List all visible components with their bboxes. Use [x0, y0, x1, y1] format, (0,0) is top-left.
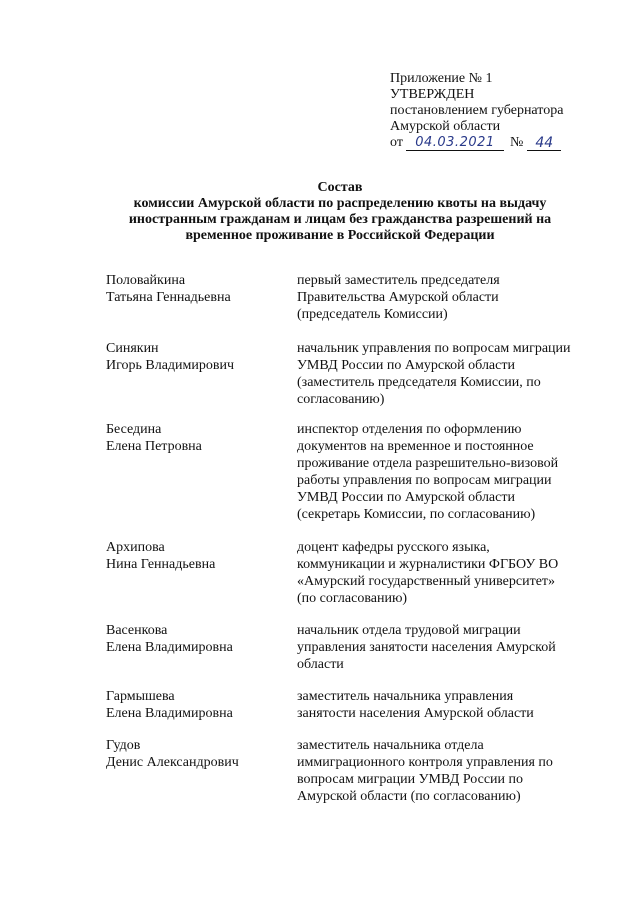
- member-role-line: вопросам миграции УМВД России по: [297, 772, 524, 787]
- document-title: [100, 180, 580, 244]
- member-name: [106, 421, 286, 455]
- member-surname: Синякин: [106, 341, 159, 356]
- member-role-line: инспектор отделения по оформлению: [297, 422, 522, 437]
- member-role-line: области: [297, 657, 344, 672]
- member-role-line: доцент кафедры русского языка,: [297, 540, 490, 555]
- member-role: [297, 539, 597, 607]
- member-role-line: проживание отдела разрешительно-визовой: [297, 456, 559, 471]
- member-given-names: Елена Владимировна: [106, 706, 233, 721]
- member-name: [106, 737, 286, 771]
- member-role: [297, 421, 597, 523]
- title-line-2: комиссии Амурской области по распределению квоты на выдачу: [133, 196, 547, 211]
- member-role-line: начальник управления по вопросам миграции: [297, 341, 571, 356]
- number-label: №: [509, 135, 524, 150]
- member-role-line: занятости населения Амурской области: [297, 706, 534, 721]
- member-given-names: Нина Геннадьевна: [106, 557, 216, 572]
- handwritten-date: 04.03.2021: [406, 136, 504, 151]
- member-role-line: иммиграционного контроля управления по: [297, 755, 553, 770]
- member-role-line: согласованию): [297, 392, 385, 407]
- member-surname: Гудов: [106, 738, 141, 753]
- decree-date-number: [390, 135, 620, 151]
- member-surname: Гармышева: [106, 689, 175, 704]
- member-role-line: заместитель начальника управления: [297, 689, 514, 704]
- member-role-line: работы управления по вопросам миграции: [297, 473, 552, 488]
- member-given-names: Денис Александрович: [106, 755, 239, 770]
- member-surname: Архипова: [106, 540, 165, 555]
- member-given-names: Елена Петровна: [106, 439, 202, 454]
- title-line-3: иностранным гражданам и лицам без гражданства разрешений на: [128, 212, 552, 227]
- member-surname: Половайкина: [106, 273, 186, 288]
- member-role-line: (заместитель председателя Комиссии, по: [297, 375, 541, 390]
- member-role-line: (по согласованию): [297, 591, 408, 606]
- member-name: [106, 272, 286, 306]
- member-role-line: начальник отдела трудовой миграции: [297, 623, 521, 638]
- handwritten-number: 44: [527, 136, 561, 151]
- title-line-4: временное проживание в Российской Федерации: [185, 228, 495, 243]
- approval-stamp: [390, 71, 620, 151]
- member-surname: Васенкова: [106, 623, 168, 638]
- member-role: [297, 737, 597, 805]
- date-prefix: от: [390, 135, 403, 150]
- approved-label: УТВЕРЖДЕН: [390, 87, 475, 102]
- member-role-line: Амурской области (по согласованию): [297, 789, 521, 804]
- member-given-names: Елена Владимировна: [106, 640, 233, 655]
- member-name: [106, 622, 286, 656]
- member-role: [297, 340, 597, 408]
- member-role-line: (секретарь Комиссии, по согласованию): [297, 507, 536, 522]
- member-role-line: документов на временное и постоянное: [297, 439, 534, 454]
- member-given-names: Игорь Владимирович: [106, 358, 235, 373]
- member-name: [106, 688, 286, 722]
- member-role-line: коммуникации и журналистики ФГБОУ ВО: [297, 557, 559, 572]
- approved-by-line-1: постановлением губернатора: [390, 103, 564, 118]
- member-role-line: управления занятости населения Амурской: [297, 640, 556, 655]
- member-role: [297, 272, 597, 323]
- member-role-line: «Амурский государственный университет»: [297, 574, 556, 589]
- appendix-label: Приложение № 1: [390, 71, 493, 86]
- member-role-line: заместитель начальника отдела: [297, 738, 484, 753]
- title-line-1: Состав: [317, 180, 363, 195]
- member-role-line: (председатель Комиссии): [297, 307, 448, 322]
- member-given-names: Татьяна Геннадьевна: [106, 290, 231, 305]
- member-role-line: УМВД России по Амурской области: [297, 358, 515, 373]
- member-name: [106, 539, 286, 573]
- member-surname: Беседина: [106, 422, 162, 437]
- member-role: [297, 688, 597, 722]
- member-role-line: УМВД России по Амурской области: [297, 490, 515, 505]
- member-role: [297, 622, 597, 673]
- member-role-line: первый заместитель председателя: [297, 273, 500, 288]
- member-name: [106, 340, 286, 374]
- approved-by-line-2: Амурской области: [390, 119, 501, 134]
- member-role-line: Правительства Амурской области: [297, 290, 499, 305]
